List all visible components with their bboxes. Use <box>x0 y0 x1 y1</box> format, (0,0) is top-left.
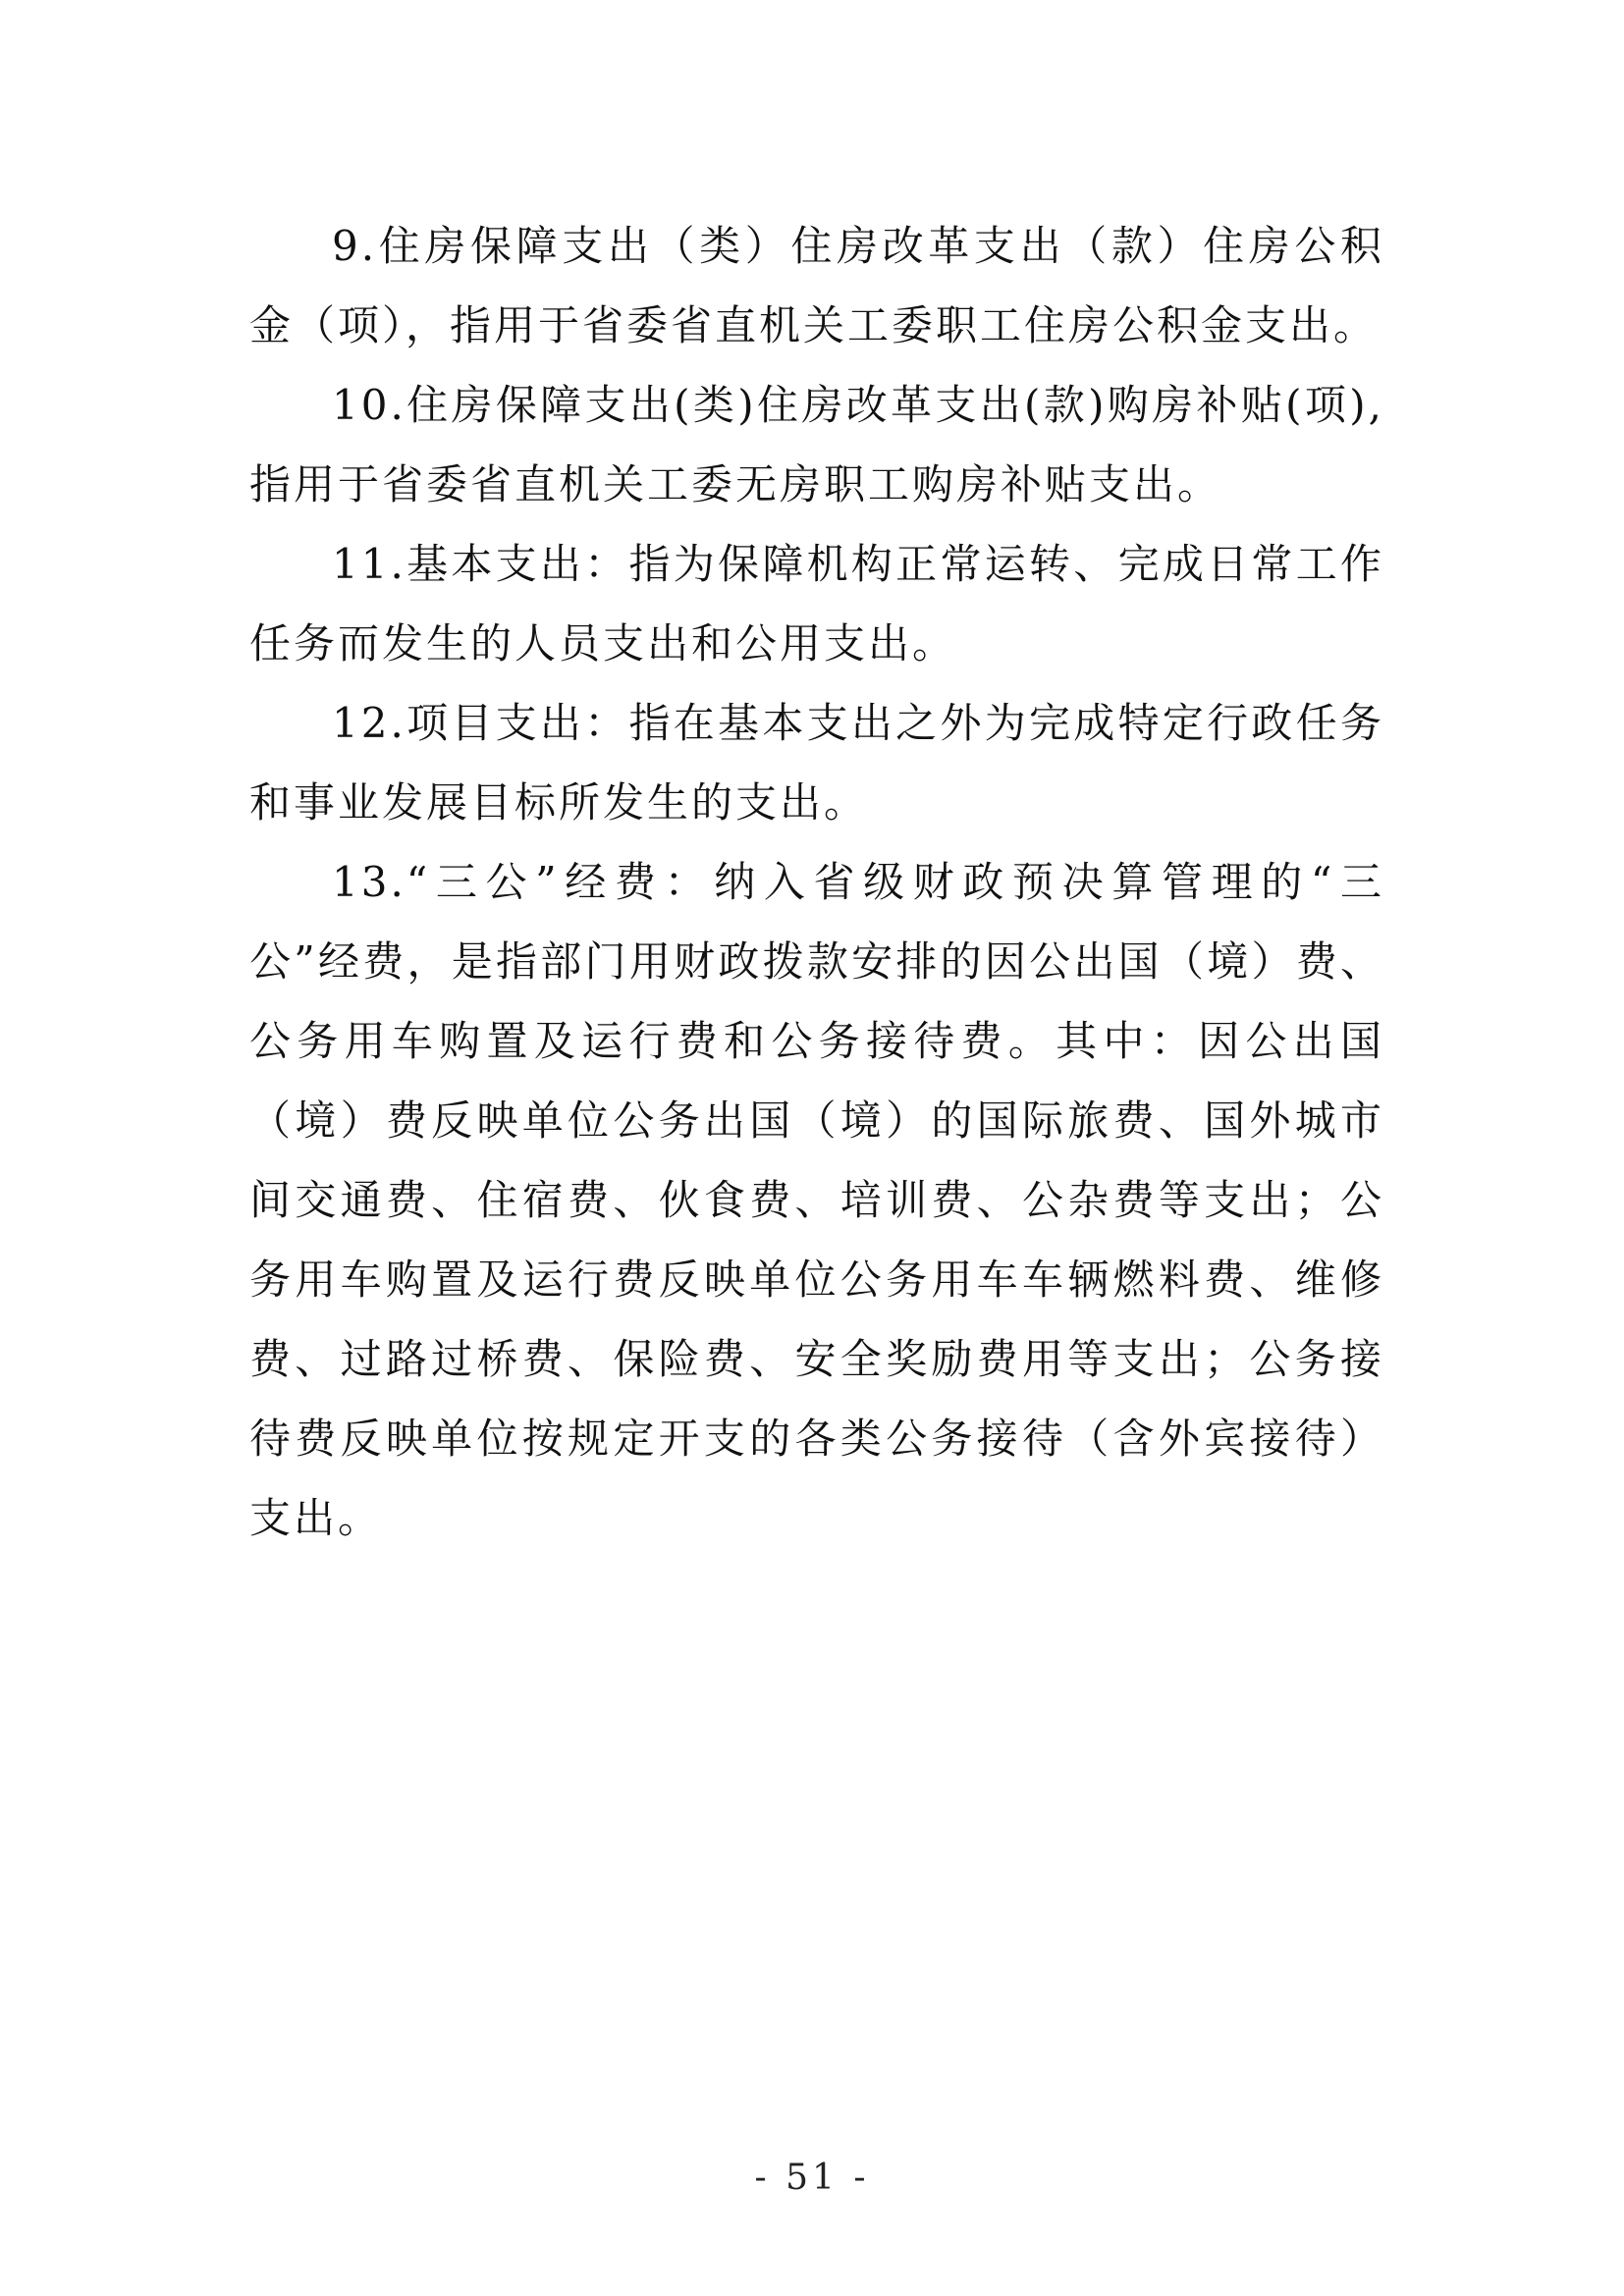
paragraph-housing-subsidy: 10.住房保障支出(类)住房改革支出(款)购房补贴(项),指用于省委省直机关工委无房职工购房补贴支出。 <box>249 381 1384 508</box>
paragraph-housing-fund: 9.住房保障支出（类）住房改革支出（款）住房公积金（项），指用于省委省直机关工委职工住房公积金支出。 <box>249 222 1384 349</box>
document-body <box>249 206 1384 1558</box>
paragraph-basic-expenditure: 11.基本支出：指为保障机构正常运转、完成日常工作任务而发生的人员支出和公用支出。 <box>249 540 1384 667</box>
page-number: - 51 - <box>754 2158 870 2198</box>
paragraph-three-public-expenses: 13.“三公”经费：纳入省级财政预决算管理的“三公”经费，是指部门用财政拨款安排的因公出国（境）费、公务用车购置及运行费和公务接待费。其中：因公出国（境）费反映单位公务出国（境）的国际旅费、国外城市间交通费、住宿费、伙食费、培训费、公杂费等支出；公务用车购置及运行费反映单位公务用车车辆燃料费、维修费、过路过桥费、保险费、安全奖励费用等支出；公务接待费反映单位按规定开支的各类公务接待（含外宾接待）支出。 <box>249 858 1384 1542</box>
paragraph-project-expenditure: 12.项目支出：指在基本支出之外为完成特定行政任务和事业发展目标所发生的支出。 <box>249 699 1384 827</box>
